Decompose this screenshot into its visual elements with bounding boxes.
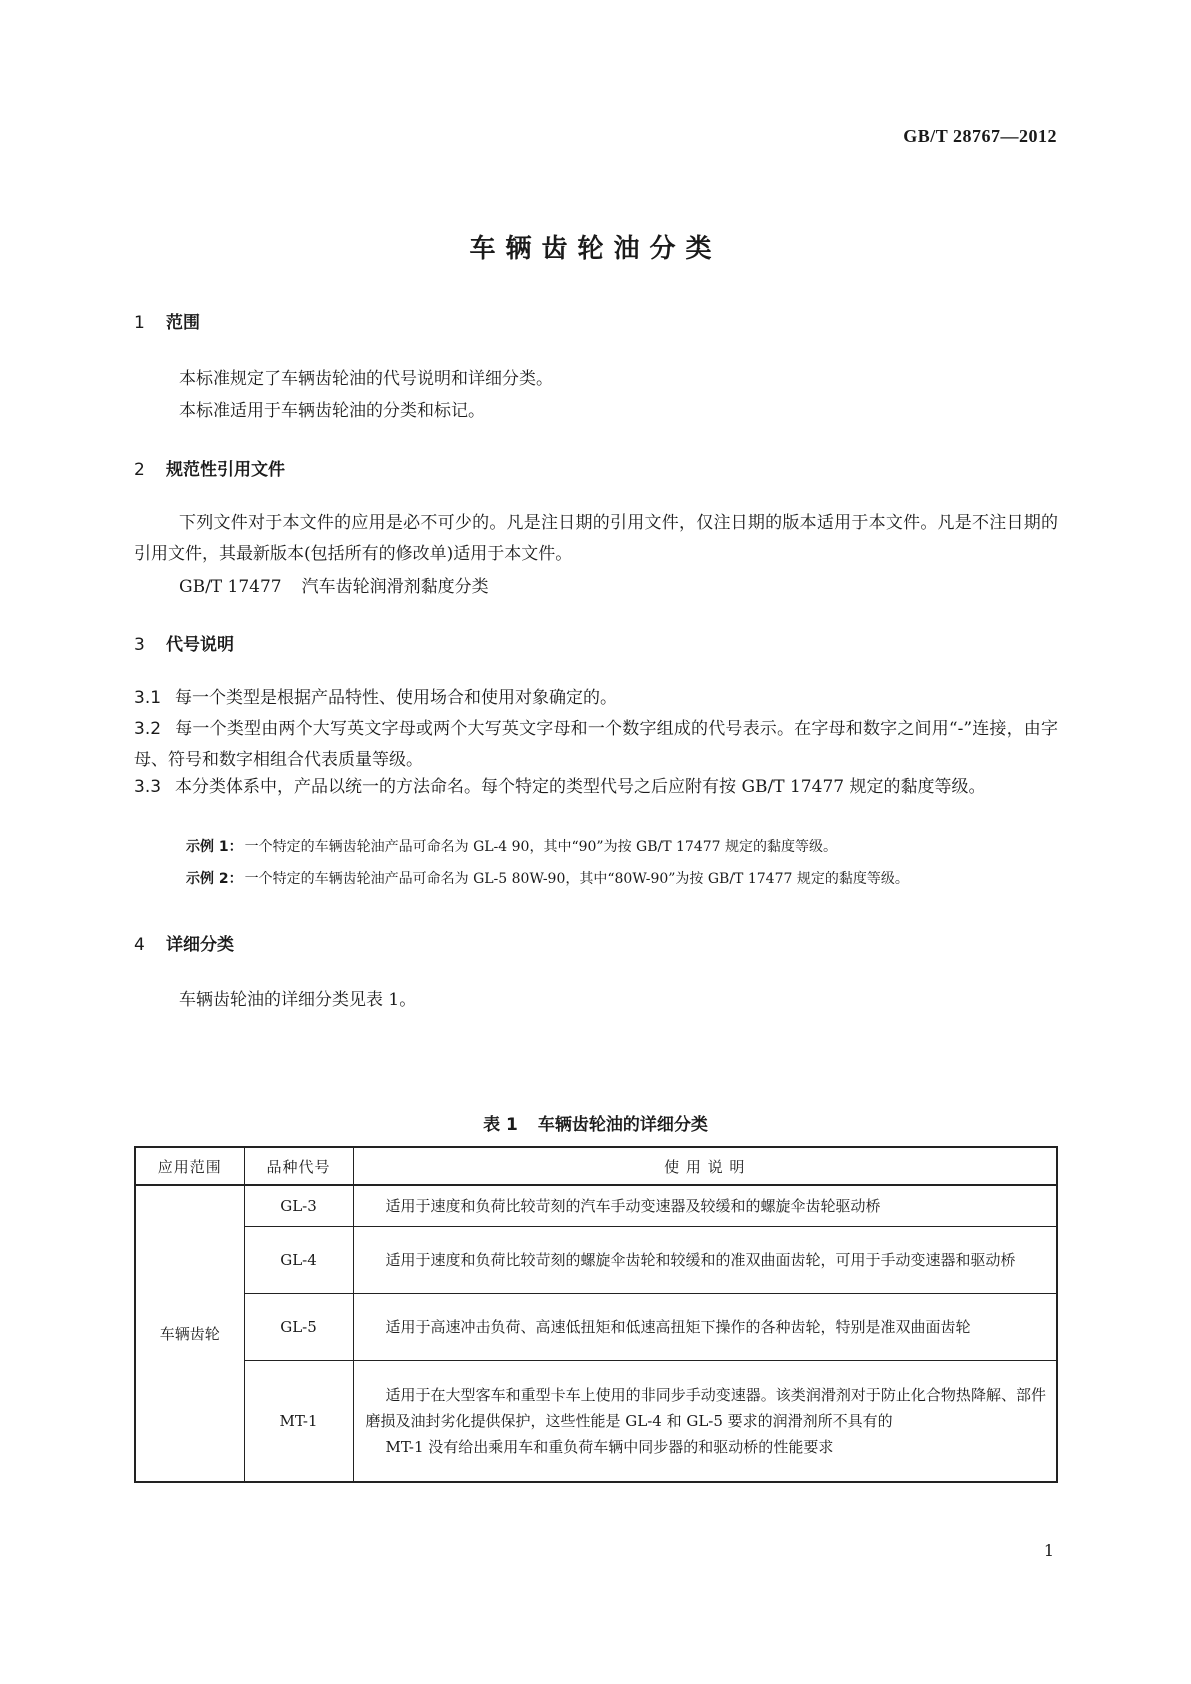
column-header-description: 使 用 说 明 — [353, 1147, 1057, 1185]
application-scope-cell: 车辆齿轮 — [135, 1185, 244, 1482]
grade-code-cell: GL-5 — [244, 1294, 353, 1361]
page-number: 1 — [1043, 1541, 1054, 1560]
description-cell — [353, 1294, 1057, 1361]
section-1-paragraph-1: 本标准规定了车辆齿轮油的代号说明和详细分类。 — [179, 369, 553, 389]
reference-title: 汽车齿轮润滑剂黏度分类 — [301, 577, 489, 597]
description-text: 适用于速度和负荷比较苛刻的螺旋伞齿轮和较缓和的准双曲面齿轮，可用于手动变速器和驱动桥 — [385, 1251, 1016, 1269]
section-title: 范围 — [166, 313, 200, 333]
section-4-heading — [134, 930, 234, 955]
document-title: 车辆齿轮油分类 — [469, 234, 722, 264]
clause-text: 本分类体系中，产品以统一的方法命名。每个特定的类型代号之后应附有按 GB/T 17477 规定的黏度等级。 — [175, 777, 986, 797]
section-1-paragraph-2: 本标准适用于车辆齿轮油的分类和标记。 — [179, 401, 485, 421]
standard-code: GB/T 28767—2012 — [903, 126, 1057, 146]
normative-reference — [179, 572, 489, 597]
section-number: 2 — [134, 460, 145, 480]
example-text: 一个特定的车辆齿轮油产品可命名为 GL-5 80W-90，其中“80W-90”为按 GB/T 17477 规定的黏度等级。 — [244, 871, 909, 887]
clause-text: 每一个类型由两个大写英文字母或两个大写英文字母和一个数字组成的代号表示。在字母和数字之间用“-”连接，由字母、符号和数字相组合代表质量等级。 — [134, 719, 1058, 770]
description-note: MT-1 没有给出乘用车和重负荷车辆中同步器的和驱动桥的性能要求 — [385, 1438, 834, 1456]
example-text: 一个特定的车辆齿轮油产品可命名为 GL-4 90，其中“90”为按 GB/T 17477 规定的黏度等级。 — [244, 839, 837, 855]
section-number: 3 — [134, 635, 145, 655]
table-row — [135, 1294, 1057, 1361]
table-row — [135, 1227, 1057, 1294]
clause-number: 3.1 — [134, 688, 162, 708]
grade-code-cell: GL-4 — [244, 1227, 353, 1294]
table-row — [135, 1185, 1057, 1227]
description-text: 适用于在大型客车和重型卡车上使用的非同步手动变速器。该类润滑剂对于防止化合物热降解、部件磨损及油封劣化提供保护，这些性能是 GL-4 和 GL-5 要求的润滑剂所不具有的 — [365, 1386, 1046, 1430]
section-title: 规范性引用文件 — [166, 460, 285, 480]
column-header-scope: 应用范围 — [135, 1147, 244, 1185]
table-number: 表 1 — [483, 1115, 518, 1135]
classification-table — [134, 1146, 1058, 1483]
section-2-paragraph: 下列文件对于本文件的应用是必不可少的。凡是注日期的引用文件，仅注日期的版本适用于本文件。凡是不注日期的引用文件，其最新版本(包括所有的修改单)适用于本文件。 — [134, 513, 1058, 564]
section-4-paragraph: 车辆齿轮油的详细分类见表 1。 — [179, 990, 417, 1010]
table-row — [135, 1361, 1057, 1483]
clause-3-3 — [134, 772, 1058, 803]
table-header-row — [135, 1147, 1057, 1185]
section-title: 代号说明 — [166, 635, 234, 655]
description-cell — [353, 1185, 1057, 1227]
example-label: 示例 2： — [186, 871, 243, 887]
description-text: 适用于速度和负荷比较苛刻的汽车手动变速器及较缓和的螺旋伞齿轮驱动桥 — [385, 1197, 881, 1215]
section-2-heading — [134, 455, 285, 480]
section-number: 1 — [134, 313, 145, 333]
clause-number: 3.3 — [134, 777, 162, 797]
reference-code: GB/T 17477 — [179, 577, 282, 597]
grade-code-cell: MT-1 — [244, 1361, 353, 1483]
description-cell — [353, 1227, 1057, 1294]
clause-3-1 — [134, 683, 1058, 714]
table-caption — [0, 1110, 1191, 1135]
column-header-code: 品种代号 — [244, 1147, 353, 1185]
table-title: 车辆齿轮油的详细分类 — [537, 1115, 708, 1135]
grade-code-cell: GL-3 — [244, 1185, 353, 1227]
section-title: 详细分类 — [166, 935, 234, 955]
example-label: 示例 1： — [186, 839, 243, 855]
section-number: 4 — [134, 935, 145, 955]
description-cell — [353, 1361, 1057, 1483]
clause-3-2 — [134, 714, 1058, 776]
section-3-heading — [134, 630, 234, 655]
section-1-heading — [134, 308, 200, 333]
example-2 — [186, 868, 909, 888]
example-1 — [186, 836, 837, 856]
clause-number: 3.2 — [134, 719, 162, 739]
clause-text: 每一个类型是根据产品特性、使用场合和使用对象确定的。 — [175, 688, 618, 708]
description-text: 适用于高速冲击负荷、高速低扭矩和低速高扭矩下操作的各种齿轮，特别是准双曲面齿轮 — [385, 1318, 971, 1336]
